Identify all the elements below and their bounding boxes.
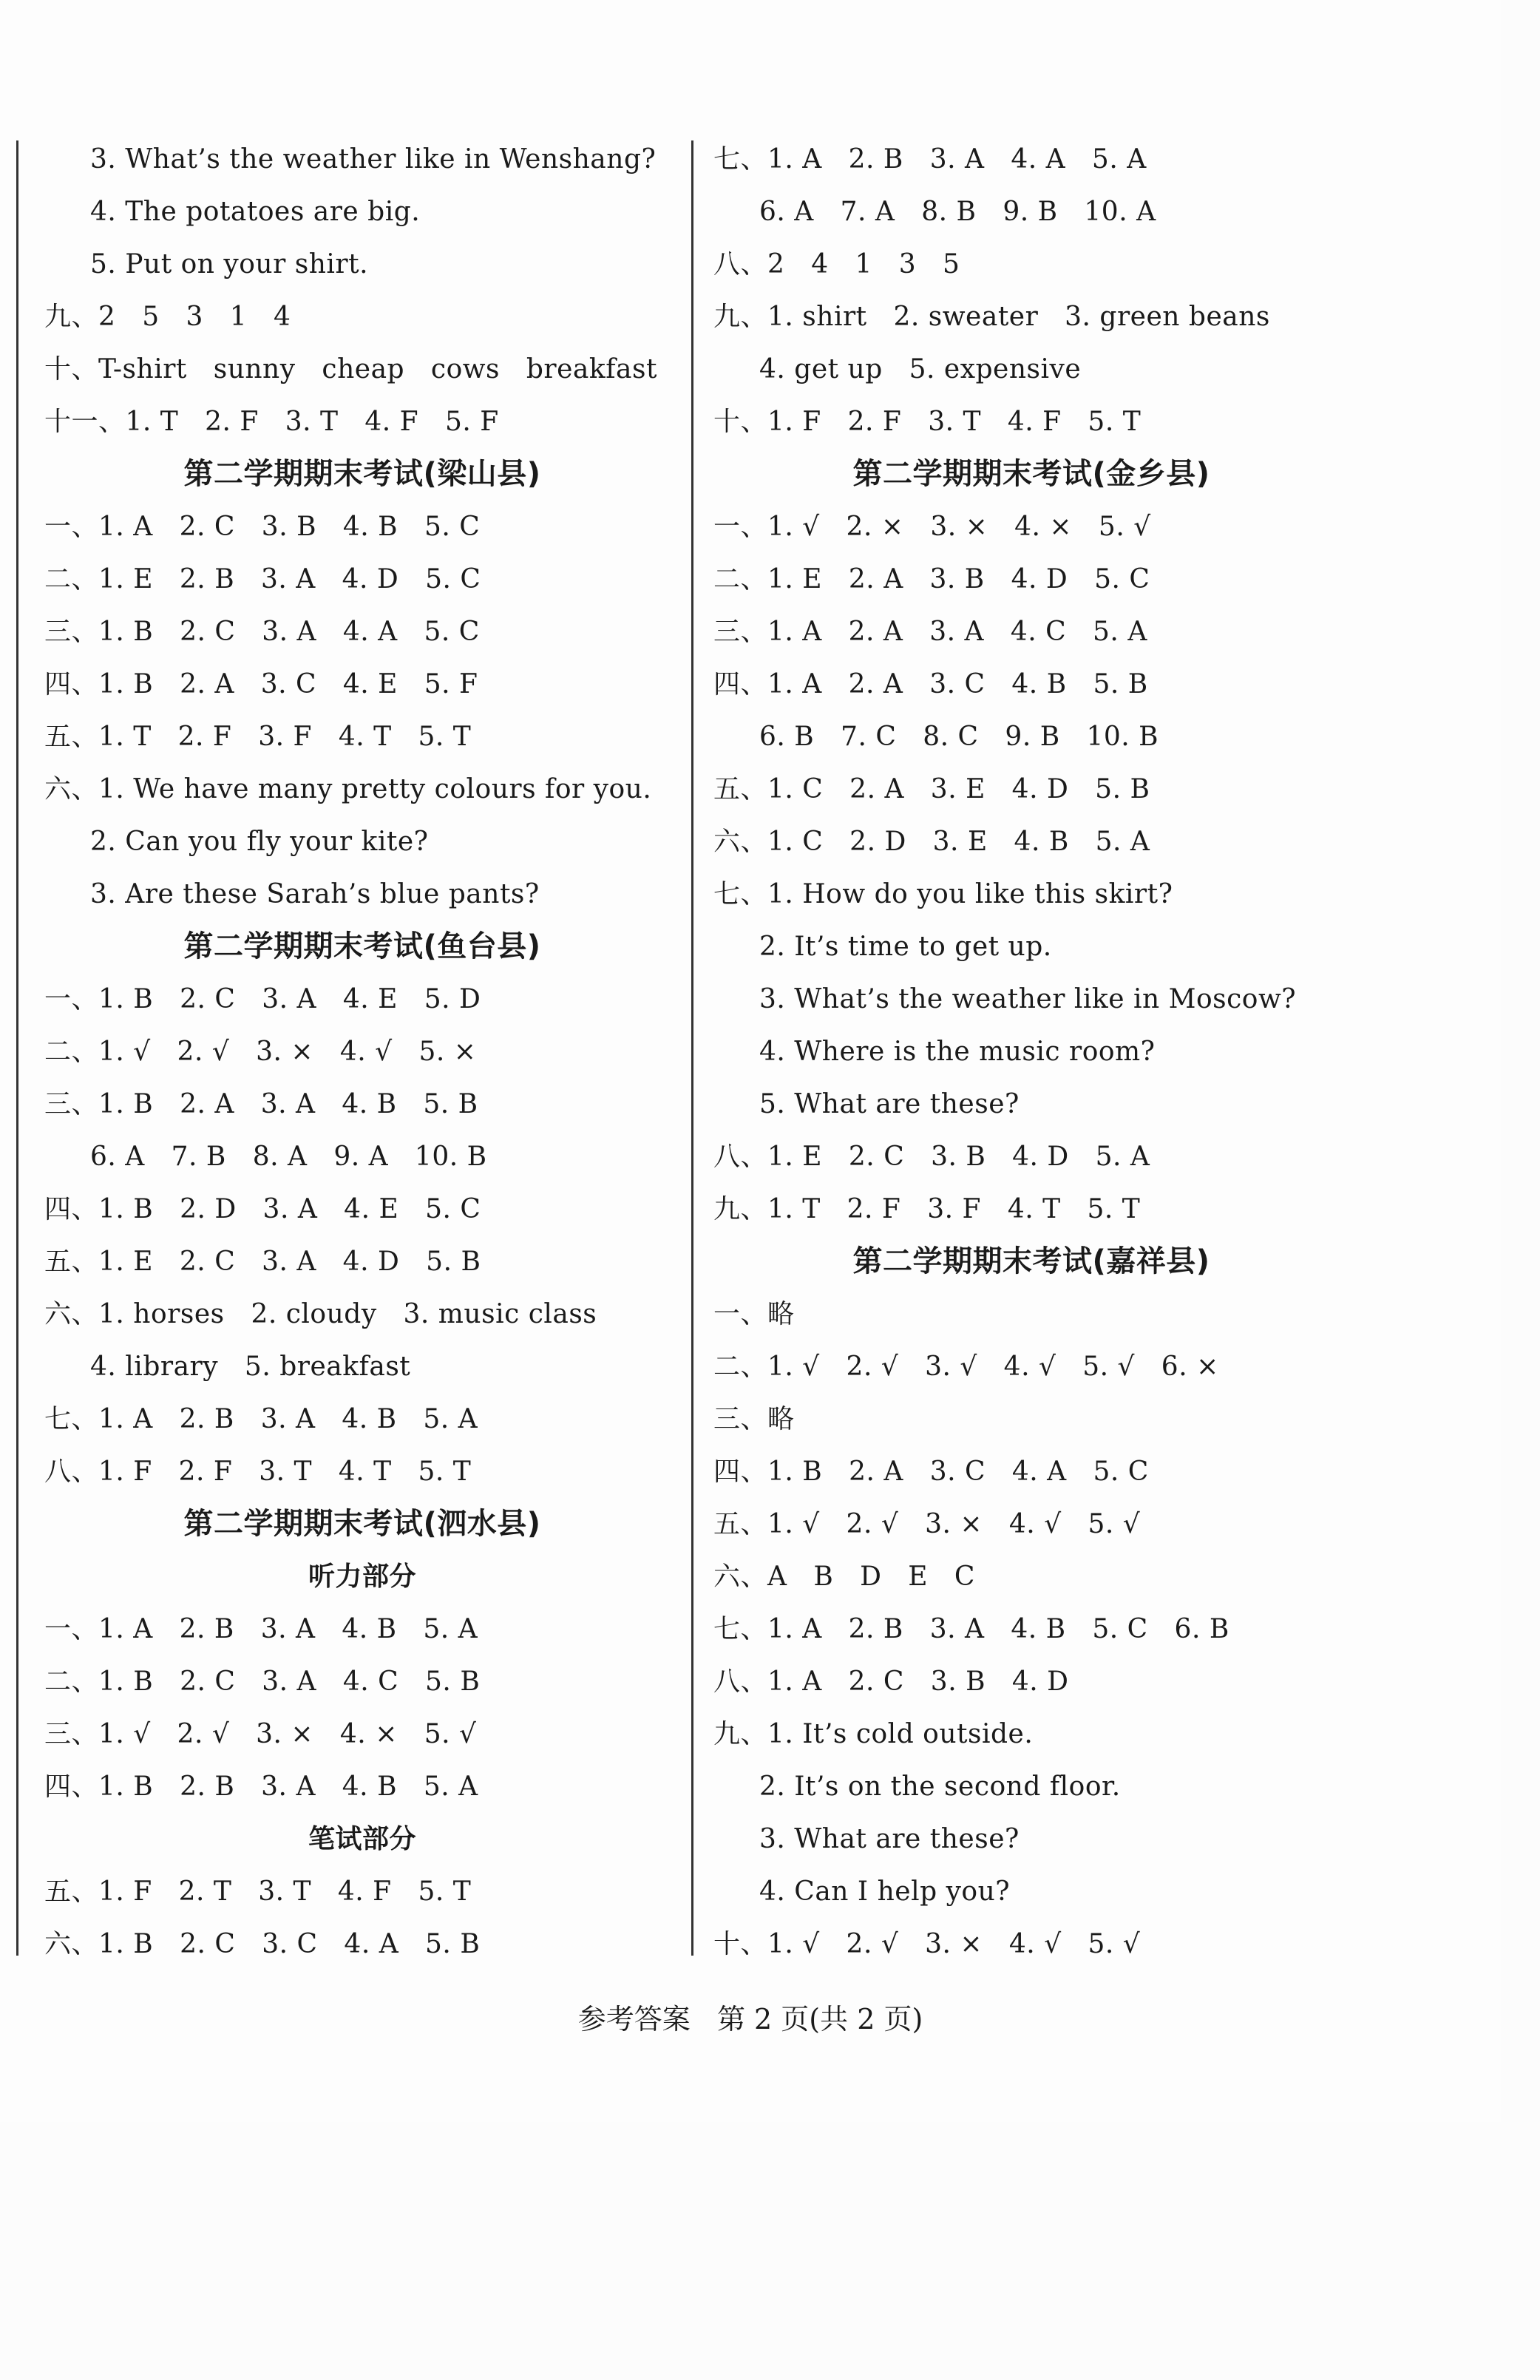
answer-line: 3. Are these Sarah’s blue pants? [90,879,540,909]
answer-line: 六、1. B 2. C 3. C 4. A 5. B [44,1929,481,1959]
answer-line: 2. Can you fly your kite? [90,827,429,857]
answer-line: 七、1. A 2. B 3. A 4. A 5. A [713,144,1147,174]
subsection-heading: 笔试部分 [308,1824,416,1854]
page-footer: 参考答案 第 2 页(共 2 页) [577,2003,923,2035]
answer-line: 4. Where is the music room? [759,1037,1156,1067]
answer-line: 六、1. horses 2. cloudy 3. music class [44,1299,597,1329]
answer-line: 八、2 4 1 3 5 [713,249,960,279]
answer-line: 6. A 7. B 8. A 9. A 10. B [90,1142,487,1172]
section-heading: 第二学期期末考试(嘉祥县) [852,1244,1210,1278]
answer-line: 3. What are these? [759,1824,1020,1854]
section-heading: 第二学期期末考试(泗水县) [183,1507,541,1541]
section-heading: 第二学期期末考试(金乡县) [852,457,1210,491]
answer-line: 一、1. A 2. B 3. A 4. B 5. A [44,1614,478,1644]
answer-line: 一、1. A 2. C 3. B 4. B 5. C [44,512,481,542]
right-column [713,133,1349,1970]
answer-line: 五、1. E 2. C 3. A 4. D 5. B [44,1247,481,1277]
answer-line: 二、1. E 2. B 3. A 4. D 5. C [44,564,481,594]
answer-line: 七、1. A 2. B 3. A 4. B 5. C 6. B [713,1614,1229,1644]
answer-line: 六、A B D E C [713,1562,975,1592]
answer-line: 5. Put on your shirt. [90,249,369,279]
answer-line: 三、1. √ 2. √ 3. × 4. × 5. √ [44,1719,477,1749]
answer-line: 4. library 5. breakfast [90,1352,411,1382]
answer-line: 四、1. A 2. A 3. C 4. B 5. B [713,669,1148,699]
answer-line: 五、1. C 2. A 3. E 4. D 5. B [713,774,1150,804]
answer-line: 6. B 7. C 8. C 9. B 10. B [759,722,1159,752]
answer-line: 四、1. B 2. A 3. C 4. A 5. C [713,1457,1149,1487]
answer-line: 五、1. √ 2. √ 3. × 4. √ 5. √ [713,1509,1141,1539]
answer-line: 七、1. A 2. B 3. A 4. B 5. A [44,1404,478,1434]
left-column [44,133,680,1970]
answer-line: 5. What are these? [759,1089,1020,1119]
answer-line: 六、1. C 2. D 3. E 4. B 5. A [713,827,1150,857]
answer-line: 4. get up 5. expensive [759,354,1082,384]
answer-line: 二、1. √ 2. √ 3. × 4. √ 5. × [44,1037,477,1067]
column-divider-rule [691,140,693,1956]
section-heading: 第二学期期末考试(梁山县) [183,457,541,491]
section-heading: 第二学期期末考试(鱼台县) [183,929,541,963]
answer-line: 三、1. B 2. C 3. A 4. A 5. C [44,617,480,647]
answer-line: 六、1. We have many pretty colours for you. [44,774,652,804]
answer-line: 十、1. F 2. F 3. T 4. F 5. T [713,407,1142,437]
answer-line: 一、略 [713,1299,795,1329]
answer-line: 一、1. √ 2. × 3. × 4. × 5. √ [713,512,1151,542]
answer-line: 五、1. F 2. T 3. T 4. F 5. T [44,1876,472,1907]
answer-line: 九、1. It’s cold outside. [713,1719,1034,1749]
answer-line: 四、1. B 2. B 3. A 4. B 5. A [44,1772,478,1802]
answer-line: 十、T-shirt sunny cheap cows breakfast [44,354,657,384]
answer-line: 2. It’s time to get up. [759,932,1052,962]
subsection-heading: 听力部分 [308,1562,416,1592]
answer-line: 九、2 5 3 1 4 [44,302,291,332]
answer-line: 八、1. A 2. C 3. B 4. D [713,1667,1069,1697]
answer-line: 4. Can I help you? [759,1876,1011,1907]
answer-line: 八、1. E 2. C 3. B 4. D 5. A [713,1142,1150,1172]
answer-line: 九、1. shirt 2. sweater 3. green beans [713,302,1270,332]
answer-line: 四、1. B 2. A 3. C 4. E 5. F [44,669,478,699]
answer-line: 二、1. √ 2. √ 3. √ 4. √ 5. √ 6. × [713,1352,1219,1382]
answer-line: 6. A 7. A 8. B 9. B 10. A [759,197,1156,227]
answer-line: 八、1. F 2. F 3. T 4. T 5. T [44,1457,472,1487]
answer-line: 十一、1. T 2. F 3. T 4. F 5. F [44,407,499,437]
answer-line: 七、1. How do you like this skirt? [713,879,1173,909]
answer-line: 五、1. T 2. F 3. F 4. T 5. T [44,722,472,752]
answer-line: 三、1. A 2. A 3. A 4. C 5. A [713,617,1147,647]
answer-line: 四、1. B 2. D 3. A 4. E 5. C [44,1194,481,1224]
answer-line: 2. It’s on the second floor. [759,1772,1121,1802]
answer-line: 二、1. E 2. A 3. B 4. D 5. C [713,564,1150,594]
answer-line: 3. What’s the weather like in Moscow? [759,984,1297,1014]
answer-line: 二、1. B 2. C 3. A 4. C 5. B [44,1667,481,1697]
answer-line: 三、略 [713,1404,795,1434]
answer-line: 4. The potatoes are big. [90,197,421,227]
answer-line: 九、1. T 2. F 3. F 4. T 5. T [713,1194,1141,1224]
left-margin-rule [16,140,18,1956]
answer-line: 一、1. B 2. C 3. A 4. E 5. D [44,984,481,1014]
answer-line: 三、1. B 2. A 3. A 4. B 5. B [44,1089,478,1119]
answer-line: 3. What’s the weather like in Wenshang? [90,144,657,174]
answer-line: 十、1. √ 2. √ 3. × 4. √ 5. √ [713,1929,1141,1959]
